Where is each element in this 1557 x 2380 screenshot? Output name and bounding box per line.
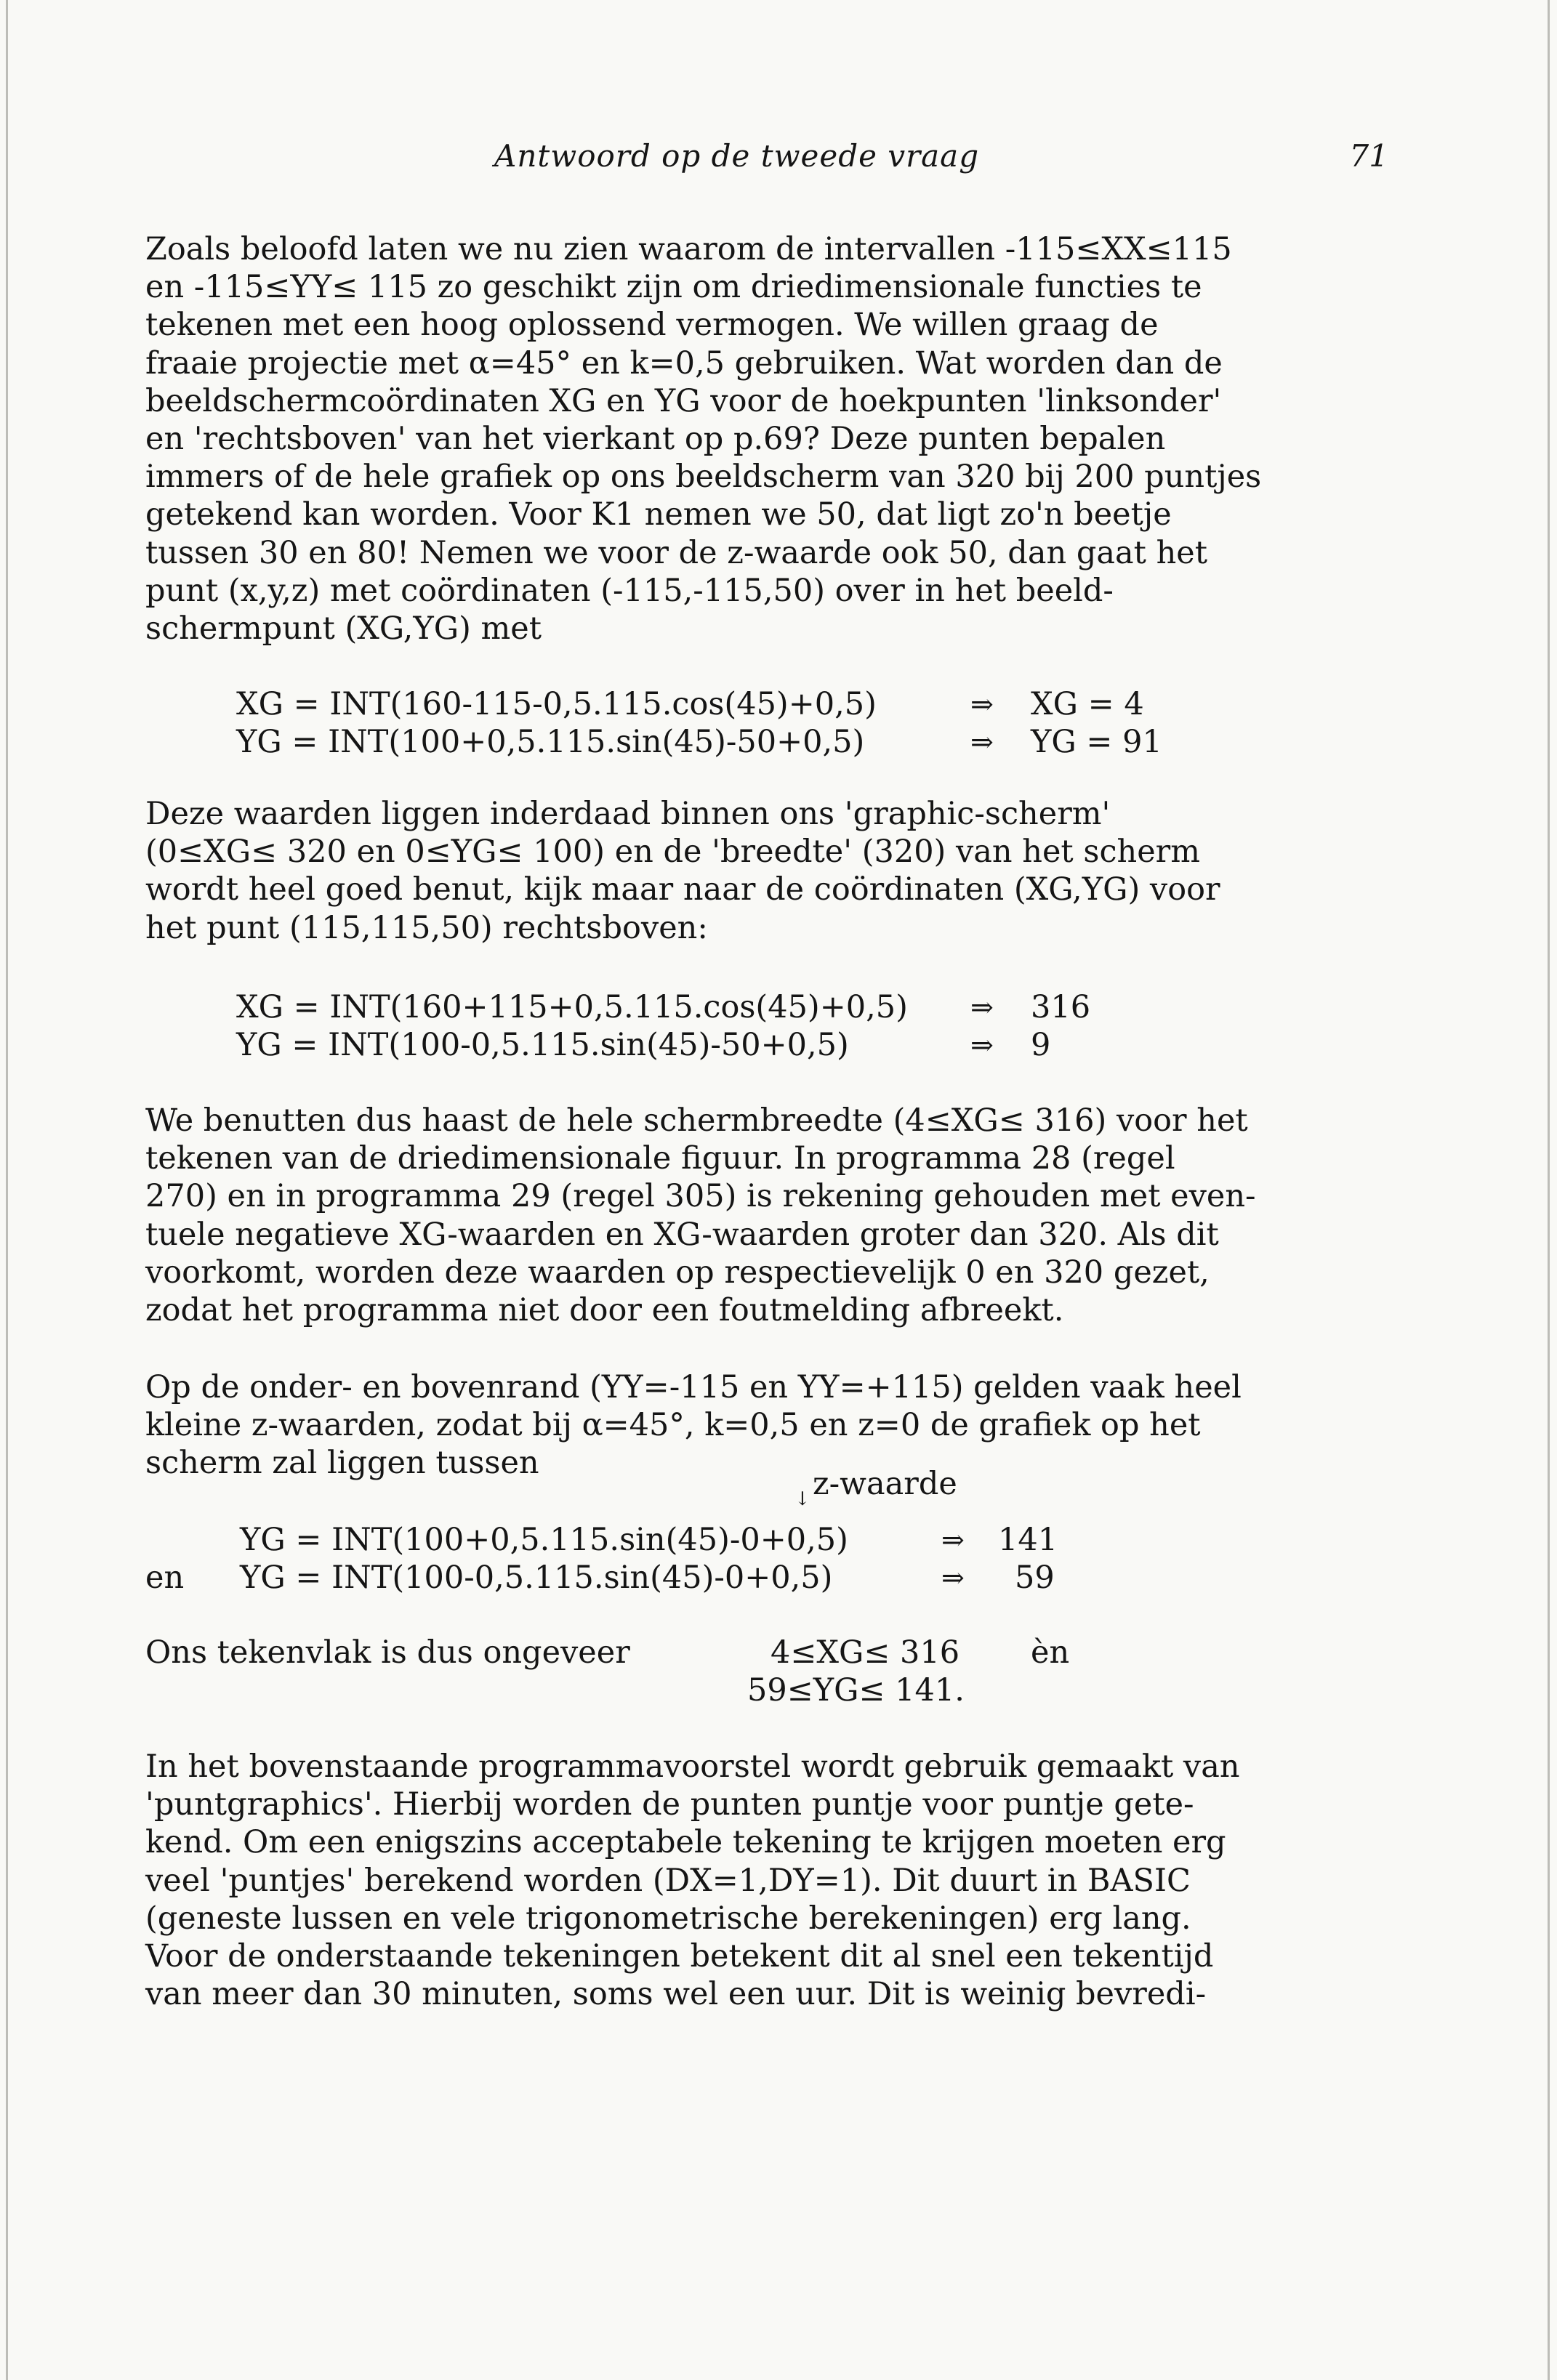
implies-arrow: ⇒ — [941, 1562, 965, 1594]
implies-arrow: ⇒ — [970, 1029, 994, 1061]
formula-result: YG = 91 — [1031, 724, 1162, 760]
page-header — [145, 138, 1388, 182]
page-number: 71 — [1349, 138, 1388, 174]
connector-en: en — [145, 1560, 185, 1596]
formula-result: XG = 4 — [1031, 686, 1144, 722]
range-conjunction: èn — [1031, 1634, 1070, 1671]
formula-xg-upper-right: XG = INT(160+115+0,5.115.cos(45)+0,5) — [236, 989, 908, 1025]
paragraph-edges: Op de onder- en bovenrand (YY=-115 en YY=+115) gelden vaak heel kleine z-waarden, zodat bij α=45°, k=0,5 en z=0 de grafiek op het scherm zal liggen tussen — [145, 1369, 1242, 1482]
formula-yg-upper-edge: YG = INT(100+0,5.115.sin(45)-0+0,5) — [240, 1522, 848, 1558]
formula-xg-lower-left: XG = INT(160-115-0,5.115.cos(45)+0,5) — [236, 686, 877, 722]
page-edge-left — [6, 0, 8, 2380]
formula-result: 59 — [1015, 1560, 1055, 1596]
formula-yg-lower-left: YG = INT(100+0,5.115.sin(45)-50+0,5) — [236, 724, 865, 760]
paragraph-screen-range: Deze waarden liggen inderdaad binnen ons 'graphic-scherm' (0≤XG≤ 320 en 0≤YG≤ 100) en de 'breedte' (320) van het scherm wordt heel goed benut, kijk maar naar de coördinaten (XG,YG) voor het punt (115,115,50) rechtsboven: — [145, 796, 1220, 946]
range-xg: 4≤XG≤ 316 — [771, 1634, 960, 1671]
z-value-annotation: z-waarde — [813, 1466, 957, 1502]
formula-yg-lower-edge: YG = INT(100-0,5.115.sin(45)-0+0,5) — [240, 1560, 833, 1596]
paragraph-point-graphics: In het bovenstaande programmavoorstel wordt gebruik gemaakt van 'puntgraphics'. Hierbij worden de punten puntje voor puntje gete- kend. Om een enigszins acceptabele tekening te krijgen moeten erg veel 'puntjes' berekend worden (DX=1,DY=1). Dit duurt in BASIC (geneste lussen en vele trigonometrische berekeningen) erg lang. Voor de onderstaande tekeningen betekent dit al snel een tekentijd van meer dan 30 minuten, soms wel een uur. Dit is weinig bevredi- — [145, 1748, 1240, 2013]
z-value-pointer: ↓ — [794, 1488, 810, 1510]
implies-arrow: ⇒ — [970, 688, 994, 720]
formula-result: 141 — [998, 1522, 1058, 1558]
page-edge-right — [1548, 0, 1550, 2380]
running-title: Antwoord op de tweede vraag — [494, 138, 980, 174]
formula-yg-upper-right: YG = INT(100-0,5.115.sin(45)-50+0,5) — [236, 1027, 849, 1063]
implies-arrow: ⇒ — [970, 726, 994, 758]
paragraph-screen-width: We benutten dus haast de hele schermbreedte (4≤XG≤ 316) voor het tekenen van de driedimensionale figuur. In programma 28 (regel 270) en in programma 29 (regel 305) is rekening gehouden met even- tuele negatieve XG-waarden en XG-waarden groter dan 320. Als dit voorkomt, worden deze waarden op respectievelijk 0 en 320 gezet, zodat het programma niet door een foutmelding afbreekt. — [145, 1102, 1256, 1329]
formula-result: 9 — [1031, 1027, 1051, 1063]
paragraph-intro: Zoals beloofd laten we nu zien waarom de intervallen -115≤XX≤115 en -115≤YY≤ 115 zo geschikt zijn om driedimensionale functies te tekenen met een hoog oplossend vermogen. We willen graag de fraaie projectie met α=45° en k=0,5 gebruiken. Wat worden dan de beeldschermcoördinaten XG en YG voor de hoekpunten 'linksonder' en 'rechtsboven' van het vierkant op p.69? Deze punten bepalen immers of de hele grafiek op ons beeldscherm van 320 bij 200 puntjes getekend kan worden. Voor K1 nemen we 50, dat ligt zo'n beetje tussen 30 en 80! Nemen we voor de z-waarde ook 50, dan gaat het punt (x,y,z) met coördinaten (-115,-115,50) over in het beeld- schermpunt (XG,YG) met — [145, 231, 1262, 648]
paragraph-drawing-area: Ons tekenvlak is dus ongeveer — [145, 1634, 630, 1671]
formula-result: 316 — [1031, 989, 1091, 1025]
implies-arrow: ⇒ — [941, 1524, 965, 1556]
range-yg: 59≤YG≤ 141. — [747, 1672, 965, 1709]
implies-arrow: ⇒ — [970, 991, 994, 1023]
